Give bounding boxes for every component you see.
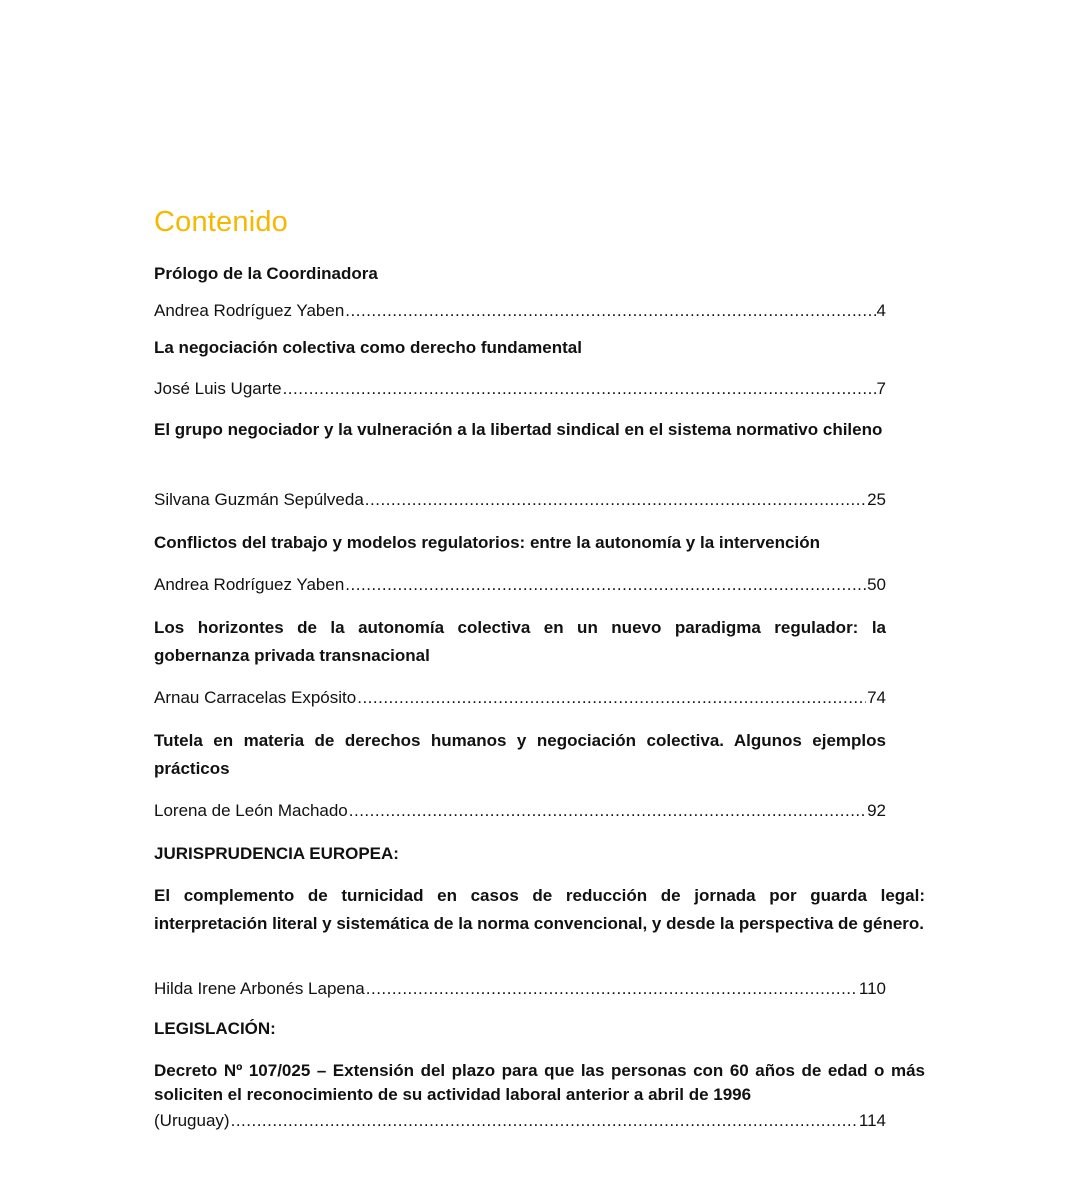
toc-title-1: Prólogo de la Coordinadora (154, 264, 378, 283)
toc-leader-dots (349, 797, 866, 825)
toc-author: José Luis Ugarte (154, 379, 282, 398)
toc-leader-dots (366, 975, 858, 1003)
toc-page-number: 110 (858, 979, 886, 998)
toc-author: (Uruguay) (154, 1111, 230, 1130)
jurisprudencia-heading: JURISPRUDENCIA EUROPEA: (154, 844, 399, 863)
toc-entry-1[interactable] (154, 297, 886, 325)
toc-entry-legislacion[interactable] (154, 1107, 886, 1135)
toc-entry-5[interactable] (154, 684, 886, 712)
toc-entry-4[interactable] (154, 571, 886, 599)
toc-title-5: Los horizontes de la autonomía colectiva en un nuevo paradigma regulador: la gobernanza privada transnacional (154, 618, 886, 665)
toc-author: Andrea Rodríguez Yaben (154, 575, 345, 594)
toc-page-number: 114 (858, 1111, 886, 1130)
toc-author: Arnau Carracelas Expósito (154, 688, 357, 707)
toc-leader-dots (231, 1107, 858, 1135)
toc-page-number: 74 (867, 688, 886, 707)
toc-entry-3[interactable] (154, 486, 886, 514)
toc-entry-jurisprudencia[interactable] (154, 975, 886, 1003)
toc-title-3: El grupo negociador y la vulneración a la libertad sindical en el sistema normativo chileno (154, 420, 883, 439)
toc-author: Hilda Irene Arbonés Lapena (154, 979, 365, 998)
toc-leader-dots (357, 684, 866, 712)
toc-author: Lorena de León Machado (154, 801, 348, 820)
toc-author: Andrea Rodríguez Yaben (154, 301, 345, 320)
page-title: Contenido (154, 206, 289, 238)
toc-title-jurisprudencia: El complemento de turnicidad en casos de reducción de jornada por guarda legal: interpretación literal y sistemática de la norma convencional, y desde la perspectiva de género. (154, 886, 925, 933)
toc-page-number: 4 (876, 301, 886, 320)
toc-page-number: 25 (867, 490, 886, 509)
toc-leader-dots (345, 571, 866, 599)
toc-entry-6[interactable] (154, 797, 886, 825)
toc-leader-dots (283, 375, 876, 403)
toc-page-number: 92 (867, 801, 886, 820)
toc-title-4: Conflictos del trabajo y modelos regulatorios: entre la autonomía y la intervención (154, 533, 820, 552)
toc-author: Silvana Guzmán Sepúlveda (154, 490, 364, 509)
toc-leader-dots (365, 486, 866, 514)
toc-title-6: Tutela en materia de derechos humanos y negociación colectiva. Algunos ejemplos prácticos (154, 731, 886, 778)
legislacion-heading: LEGISLACIÓN: (154, 1019, 276, 1038)
toc-entry-2[interactable] (154, 375, 886, 403)
toc-title-legislacion: Decreto Nº 107/025 – Extensión del plazo para que las personas con 60 años de edad o más soliciten el reconocimiento de su actividad laboral anterior a abril de 1996 (154, 1061, 925, 1104)
toc-title-2: La negociación colectiva como derecho fundamental (154, 338, 582, 357)
toc-page-number: 7 (876, 379, 886, 398)
toc-page-number: 50 (867, 575, 886, 594)
toc-leader-dots (345, 297, 875, 325)
